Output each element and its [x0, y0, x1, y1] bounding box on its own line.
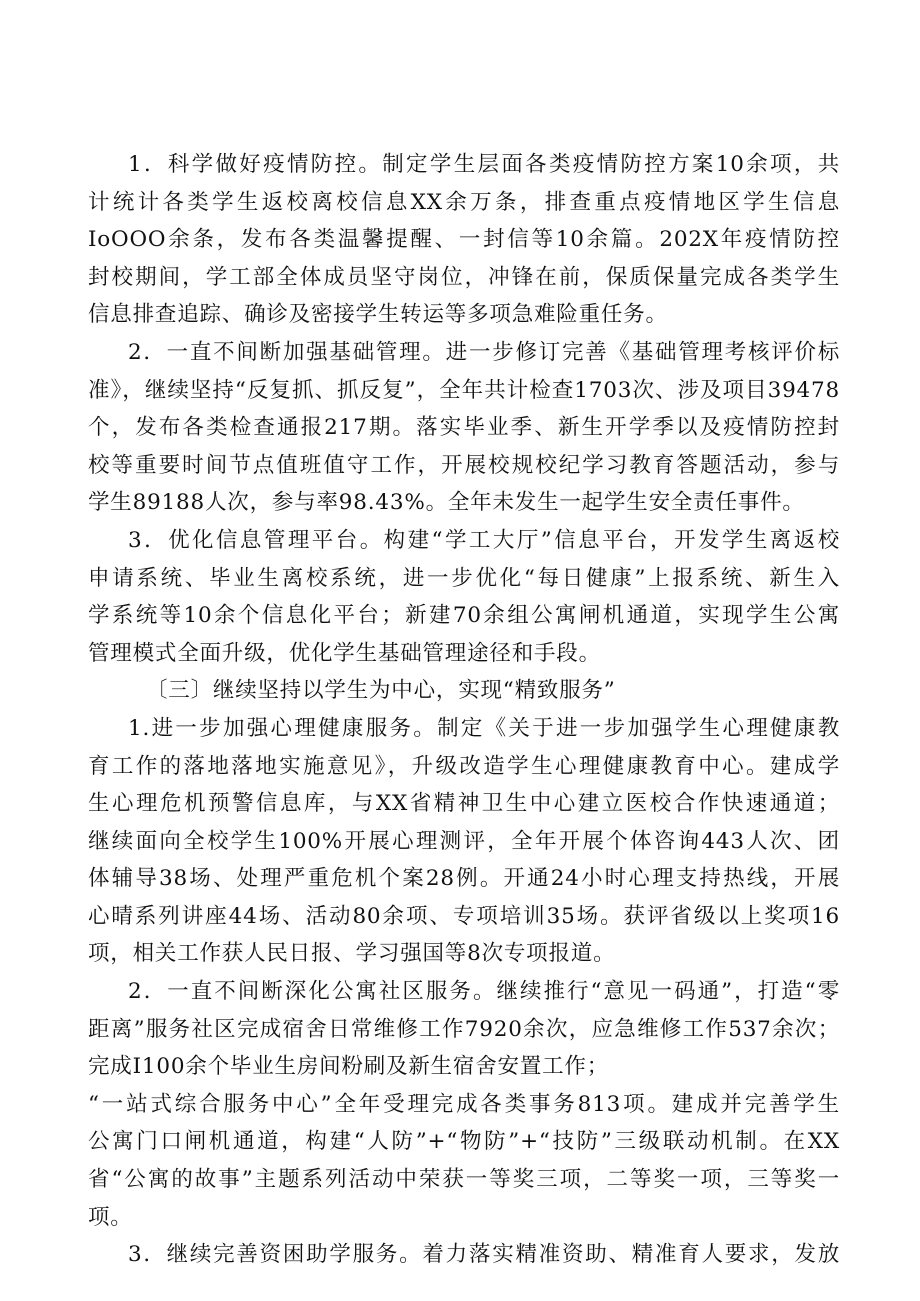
- paragraph-line: 个，发布各类检查通报217期。落实毕业季、新生开学季以及疫情防控封: [88, 415, 840, 441]
- paragraph-line: 生心理危机预警信息库，与XX省精神卫生中心建立医校合作快速通道；: [88, 791, 840, 817]
- paragraph-line: 1．科学做好疫情防控。制定学生层面各类疫情防控方案10余项，共: [128, 152, 840, 177]
- paragraph-line: 心晴系列讲座44场、活动80余项、专项培训35场。获评省级以上奖项16: [88, 903, 840, 929]
- paragraph-line: 完成I100余个毕业生房间粉刷及新生宿舍安置工作；: [88, 1054, 610, 1080]
- paragraph-line: 2．一直不间断深化公寓社区服务。继续推行“意见一码通”，打造“零: [128, 979, 840, 1005]
- paragraph-line: 学系统等10余个信息化平台；新建70余组公寓闸机通道，实现学生公寓: [88, 603, 840, 629]
- paragraph-line: 2．一直不间断加强基础管理。进一步修订完善《基础管理考核评价标: [128, 339, 840, 365]
- paragraph-line: 准》，继续坚持“反复抓、抓反复”，全年共计检查1703次、涉及项目39478: [88, 377, 840, 403]
- paragraph-line: 信息排查追踪、确诊及密接学生转运等多项急难险重任务。: [88, 302, 668, 328]
- paragraph-line: 计统计各类学生返校离校信息XX余万条，排查重点疫情地区学生信息: [88, 189, 840, 215]
- paragraph-line: 3．优化信息管理平台。构建“学工大厅”信息平台，开发学生离返校: [128, 527, 840, 553]
- paragraph-line: 省“公寓的故事”主题系列活动中荣获一等奖三项，二等奖一项，三等奖一: [88, 1167, 840, 1193]
- paragraph-line: 申请系统、毕业生离校系统，进一步优化“每日健康”上报系统、新生入: [88, 565, 840, 591]
- document-body: [88, 146, 840, 1274]
- paragraph-line: 1.进一步加强心理健康服务。制定《关于进一步加强学生心理健康教: [128, 715, 840, 741]
- paragraph-line: “一站式综合服务中心”全年受理完成各类事务813项。建成并完善学生: [88, 1091, 840, 1117]
- paragraph-line: 校等重要时间节点值班值守工作，开展校规校纪学习教育答题活动，参与: [88, 452, 840, 478]
- paragraph-line: 学生89188人次，参与率98.43%。全年未发生一起学生安全责任事件。: [88, 490, 805, 516]
- paragraph-line: 继续面向全校学生100%开展心理测评，全年开展个体咨询443人次、团: [88, 828, 840, 854]
- paragraph-line: 体辅导38场、处理严重危机个案28例。开通24小时心理支持热线，开展: [88, 866, 840, 892]
- paragraph-line: 育工作的落地落地实施意见》，升级改造学生心理健康教育中心。建成学: [88, 753, 840, 779]
- paragraph-line: 项，相关工作获人民日报、学习强国等8次专项报道。: [88, 941, 616, 967]
- paragraph-line: 距离”服务社区完成宿舍日常维修工作7920余次，应急维修工作537余次；: [88, 1016, 840, 1042]
- paragraph-line: IoOOO余条，发布各类温馨提醒、一封信等10余篇。202X年疫情防控: [88, 227, 840, 253]
- paragraph-line: 3．继续完善资困助学服务。着力落实精准资助、精准育人要求，发放: [128, 1242, 840, 1268]
- paragraph-line: 项。: [88, 1204, 133, 1230]
- paragraph-line: 封校期间，学工部全体成员坚守岗位，冲锋在前，保质保量完成各类学生: [88, 264, 840, 290]
- paragraph-line: 管理模式全面升级，优化学生基础管理途径和手段。: [88, 640, 601, 666]
- section-heading: 〔三〕继续坚持以学生为中心，实现“精致服务”: [146, 678, 616, 704]
- paragraph-line: 公寓门口闸机通道，构建“人防”+“物防”+“技防”三级联动机制。在XX: [88, 1129, 840, 1155]
